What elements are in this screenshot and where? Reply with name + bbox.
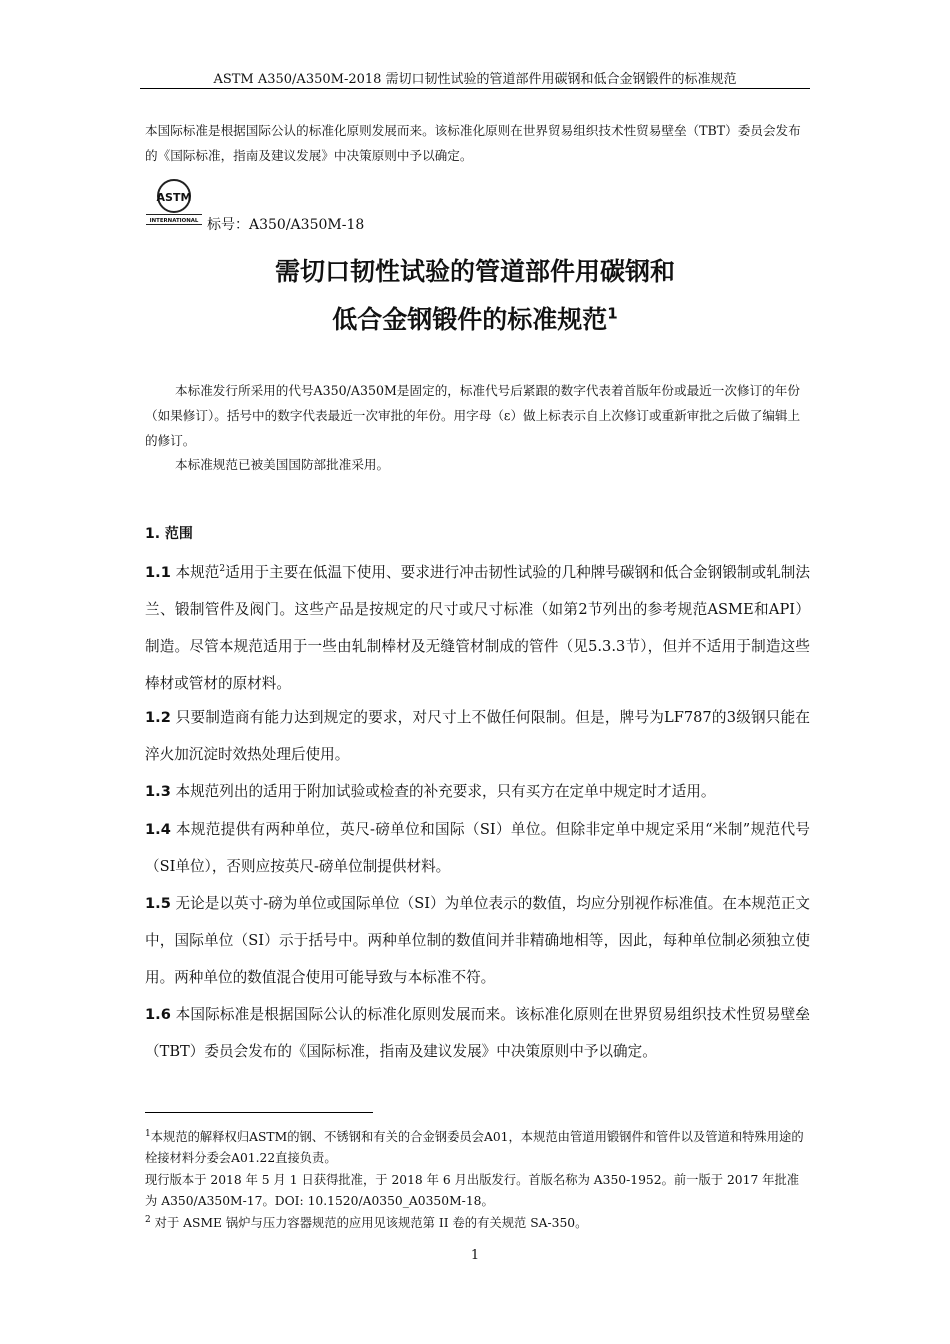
preamble: 本国际标准是根据国际公认的标准化原则发展而来。该标准化原则在世界贸易组织技术性贸易壁垒（TBT）委员会发布的《国际标准，指南及建议发展》中决策原则中予以确定。 bbox=[145, 123, 801, 163]
paragraph-text: 本规范列出的适用于附加试验或检查的补充要求，只有买方在定单中规定时才适用。 bbox=[170, 783, 716, 800]
adoption-note: 本标准规范已被美国国防部批准采用。 bbox=[175, 457, 390, 472]
paragraph-1-2 bbox=[145, 699, 810, 773]
paragraph-number: 1.1 bbox=[145, 563, 171, 581]
paragraph-1-1 bbox=[145, 551, 810, 702]
paragraph-text: 无论是以英寸-磅为单位或国际单位（SI）为单位表示的数值，均应分别视作标准值。在本规范正文中，国际单位（SI）示于括号中。两种单位制的数值间并非精确地相等，因此，每种单位制必须独立使用。两种单位的数值混合使用可能导致与本标准不符。 bbox=[145, 895, 810, 986]
running-header: ASTM A350/A350M-2018 需切口韧性试验的管道部件用碳钢和低合金钢锻件的标准规范 bbox=[213, 72, 737, 87]
paragraph-1-3 bbox=[145, 773, 810, 810]
footnote-text: 对于 ASME 锅炉与压力容器规范的应用见该规范第 II 卷的有关规范 SA-350。 bbox=[150, 1216, 588, 1231]
paragraph-text: 本规范 bbox=[170, 563, 220, 581]
header-rule bbox=[140, 88, 810, 89]
paragraph-text: 本规范提供有两种单位，英尺-磅单位和国际（SI）单位。但除非定单中规定采用“米制”规范代号（SI单位），否则应按英尺-磅单位制提供材料。 bbox=[145, 821, 810, 875]
paragraph-1-4 bbox=[145, 811, 810, 885]
astm-logo-icon bbox=[145, 176, 203, 226]
document-title-line-2 bbox=[140, 300, 810, 336]
edition-note: 本标准发行所采用的代号A350/A350M是固定的，标准代号后紧跟的数字代表着首版年份或最近一次修订的年份（如果修订）。括号中的数字代表最近一次审批的年份。用字母（ε）做上标表示自上次修订或重新审批之后做了编辑上的修订。 bbox=[145, 383, 801, 448]
section-heading: 1. 范围 bbox=[145, 526, 193, 542]
footnote-mark: 2 bbox=[145, 1215, 151, 1225]
paragraph-number: 1.3 bbox=[145, 783, 171, 800]
paragraph-number: 1.4 bbox=[145, 821, 171, 838]
document-title-line-1: 需切口韧性试验的管道部件用碳钢和 bbox=[274, 257, 675, 286]
paragraph-number: 1.2 bbox=[145, 709, 171, 726]
paragraph-text: 适用于主要在低温下使用、要求进行冲击韧性试验的几种牌号碳钢和低合金钢锻制或轧制法兰、锻制管件及阀门。这些产品是按规定的尺寸或尺寸标准（如第2节列出的参考规范ASME和API）制造。尽管本规范适用于一些由轧制棒材及无缝管材制成的管件（见5.3.3节），但并不适用于制造这些棒材或管材的原材料。 bbox=[145, 563, 810, 692]
paragraph-text: 只要制造商有能力达到规定的要求，对尺寸上不做任何限制。但是，牌号为LF787的3级钢只能在淬火加沉淀时效热处理后使用。 bbox=[145, 709, 810, 763]
paragraph-1-6 bbox=[145, 996, 810, 1070]
designation: 标号：A350/A350M-18 bbox=[207, 217, 365, 233]
footnote-1-edition bbox=[145, 1170, 810, 1212]
title-footnote-mark: 1 bbox=[607, 304, 618, 323]
footnote-2 bbox=[145, 1210, 810, 1234]
footnote-mark: 1 bbox=[145, 1129, 151, 1139]
paragraph-number: 1.6 bbox=[145, 1006, 171, 1023]
logo-subtext: INTERNATIONAL bbox=[149, 218, 199, 224]
footnote-separator bbox=[145, 1112, 373, 1113]
logo-wordmark: ASTM bbox=[156, 191, 192, 204]
page-number: 1 bbox=[470, 1248, 480, 1263]
footnote-1 bbox=[145, 1124, 810, 1169]
paragraph-1-5 bbox=[145, 885, 810, 996]
paragraph-number: 1.5 bbox=[145, 895, 171, 912]
title-line-2-text: 低合金钢锻件的标准规范 bbox=[332, 305, 608, 334]
footnote-text: 现行版本于 2018 年 5 月 1 日获得批准，于 2018 年 6 月出版发行。首版名称为 A350-1952。前一版于 2017 年批准为 A350/A350M-17。DOI: 10.1520/A0350_A0350M-18。 bbox=[145, 1173, 800, 1208]
footnote-ref: 2 bbox=[219, 564, 226, 574]
footnote-text: 本规范的解释权归ASTM的钢、不锈钢和有关的合金钢委员会A01，本规范由管道用锻钢件和管件以及管道和特殊用途的栓接材料分委会A01.22直接负责。 bbox=[145, 1130, 804, 1166]
paragraph-text: 本国际标准是根据国际公认的标准化原则发展而来。该标准化原则在世界贸易组织技术性贸易壁垒（TBT）委员会发布的《国际标准，指南及建议发展》中决策原则中予以确定。 bbox=[145, 1006, 810, 1060]
